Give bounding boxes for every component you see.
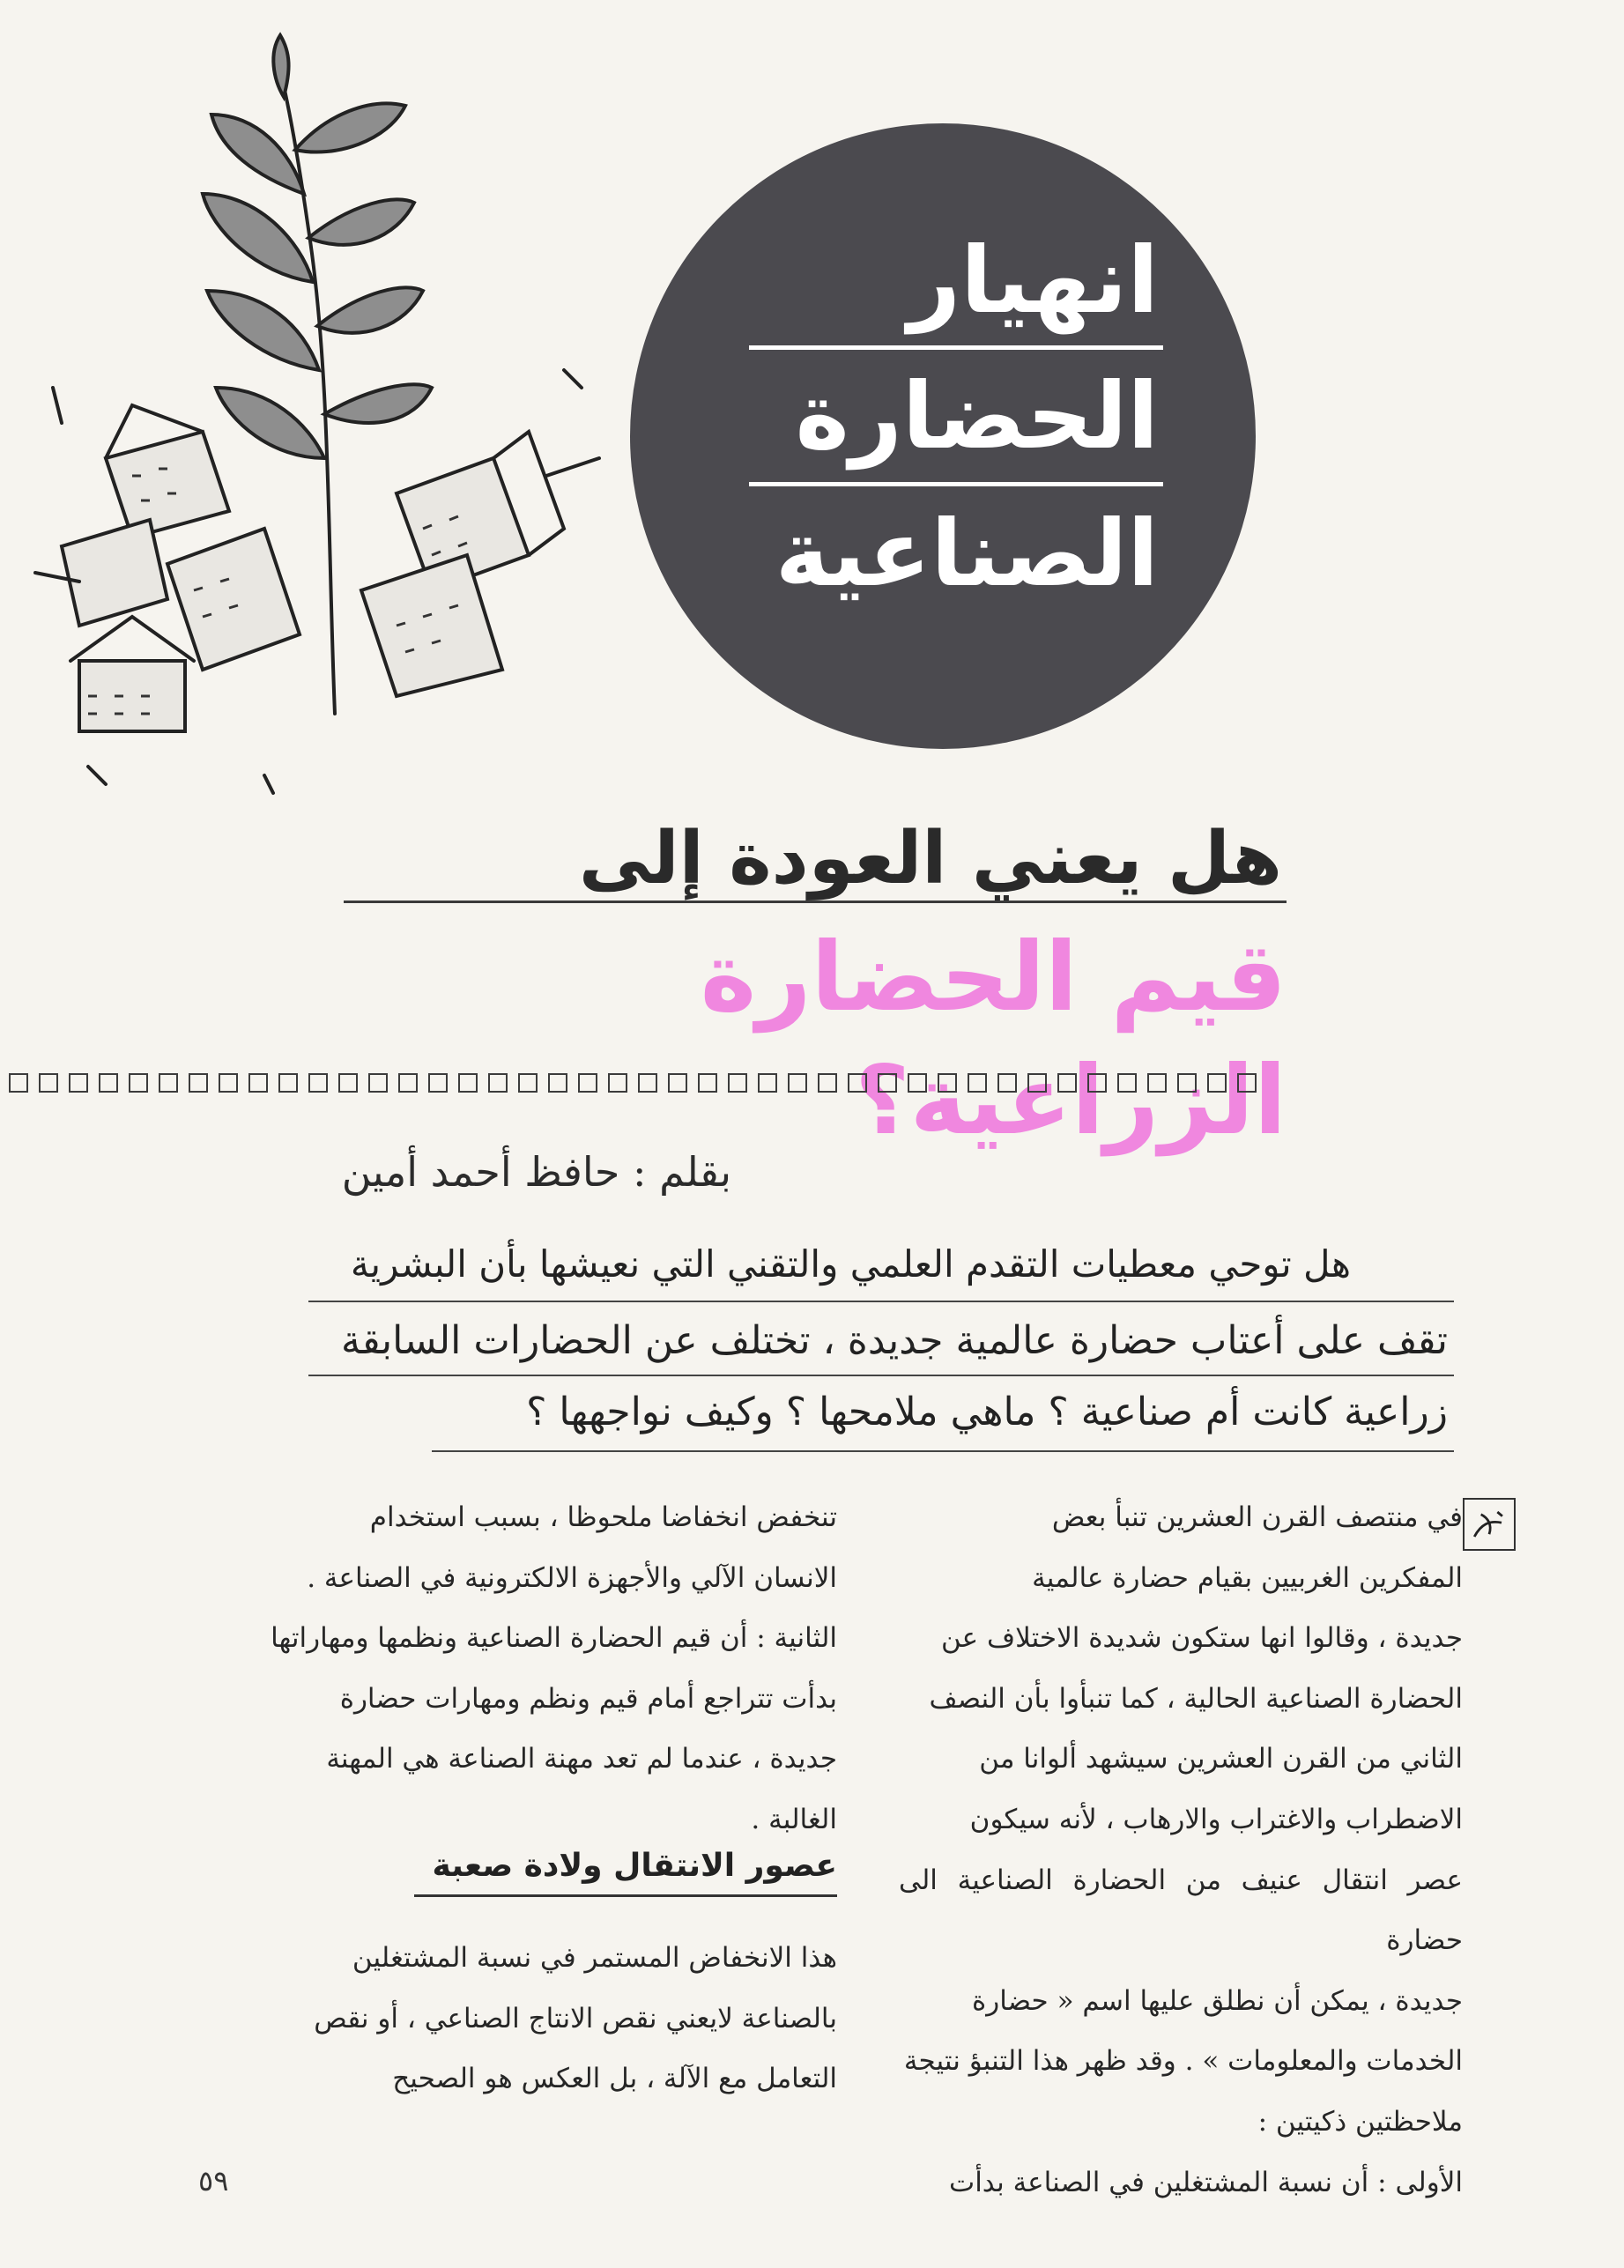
intro-divider [308,1301,1454,1302]
decorative-square [1177,1073,1197,1093]
page-number: ٥٩ [198,2164,229,2198]
decorative-square [398,1073,418,1093]
decorative-square [278,1073,298,1093]
decorative-square [908,1073,927,1093]
decorative-square [968,1073,987,1093]
decorative-square [488,1073,508,1093]
decorative-square [248,1073,268,1093]
decorative-square [99,1073,118,1093]
decorative-square [1087,1073,1107,1093]
decorative-square [1027,1073,1047,1093]
author-byline: بقلم : حافظ أحمد أمين [341,1148,731,1196]
intro-divider [432,1450,1454,1452]
plant-and-buildings-illustration [0,18,634,811]
decorative-square [1207,1073,1227,1093]
title-divider [749,345,1163,350]
body-text: هذا الانخفاض المستمر في نسبة المشتغلين بالصناعة لايعني نقص الانتاج الصناعي ، أو نقص التعامل مع الآلة ، بل العكس هو الصحيح [314,1942,837,2095]
decorative-square [368,1073,388,1093]
article-column-right [899,1487,1463,2212]
decorative-square [428,1073,448,1093]
title-circle [630,123,1256,749]
subheading-underline [414,1894,837,1897]
decorative-square [1237,1073,1257,1093]
decorative-square [848,1073,867,1093]
decorative-square [668,1073,687,1093]
decorative-square [338,1073,358,1093]
scroll-ornament-icon [1463,1498,1516,1551]
decorative-square [518,1073,538,1093]
decorative-square [997,1073,1017,1093]
decorative-square [608,1073,627,1093]
decorative-square [9,1073,28,1093]
decorative-square [219,1073,238,1093]
decorative-square [548,1073,567,1093]
title-divider [749,482,1163,486]
decorative-square [638,1073,657,1093]
decorative-square [1147,1073,1167,1093]
decorative-square [458,1073,478,1093]
decorative-square-border [9,1073,1287,1100]
article-column-left-continued [220,1928,837,2109]
intro-divider [308,1375,1454,1376]
title-line-3: الصناعية [775,500,1159,607]
body-text: تنخفض انخفاضا ملحوظا ، بسبب استخدام الانسان الآلي والأجهزة الالكترونية في الصناعة . الثانية : أن قيم الحضارة الصناعية ونظمها ومهاراتها بدأت تتراجع أمام قيم ونظم ومهارات حضارة جديدة ، عندما لم تعد مهنة الصناعة هي المهنة الغالبة . [271,1501,837,1835]
decorative-square [818,1073,837,1093]
decorative-square [308,1073,328,1093]
headline-highlight: قيم الحضارة الزراعية؟ [700,923,1287,1156]
decorative-square [758,1073,777,1093]
headline-question: هل يعني العودة إلى [578,817,1282,901]
decorative-square [698,1073,717,1093]
decorative-square [189,1073,208,1093]
intro-line: زراعية كانت أم صناعية ؟ ماهي ملامحها ؟ وكيف نواجهها ؟ [526,1390,1448,1434]
decorative-square [1117,1073,1137,1093]
decorative-square [39,1073,58,1093]
intro-line: هل توحي معطيات التقدم العلمي والتقني التي نعيشها بأن البشرية [350,1242,1351,1286]
decorative-square [69,1073,88,1093]
decorative-square [788,1073,807,1093]
title-line-2: الحضارة [795,362,1159,470]
decorative-square [878,1073,897,1093]
section-subheading: عصور الانتقال ولادة صعبة [432,1848,837,1884]
title-line-1: انهيار [908,226,1159,334]
decorative-square [578,1073,597,1093]
intro-line: تقف على أعتاب حضارة عالمية جديدة ، تختلف عن الحضارات السابقة [341,1318,1448,1363]
body-text: في منتصف القرن العشرين تنبأ بعض المفكرين الغربيين بقيام حضارة عالمية جديدة ، وقالوا انها ستكون شديدة الاختلاف عن الحضارة الصناعية الحالية ، كما تنبأوا بأن النصف الثاني من القرن العشرين سيشهد ألوانا من الاضطراب والاغتراب والارهاب ، لأنه سيكون عصر انتقال عنيف من الحضارة الصناعية الى حضارة جديدة ، يمكن أن نطلق عليها اسم « حضارة الخدمات والمعلومات » . وقد ظهر هذا التنبؤ نتيجة ملاحظتين ذكيتين : الأولى : أن نسبة المشتغلين في الصناعة بدأت [899,1501,1463,2198]
decorative-square [159,1073,178,1093]
decorative-square [129,1073,148,1093]
headline-divider [344,901,1287,903]
decorative-square [728,1073,747,1093]
decorative-square [1057,1073,1077,1093]
decorative-square [938,1073,957,1093]
article-column-left [220,1487,837,1850]
